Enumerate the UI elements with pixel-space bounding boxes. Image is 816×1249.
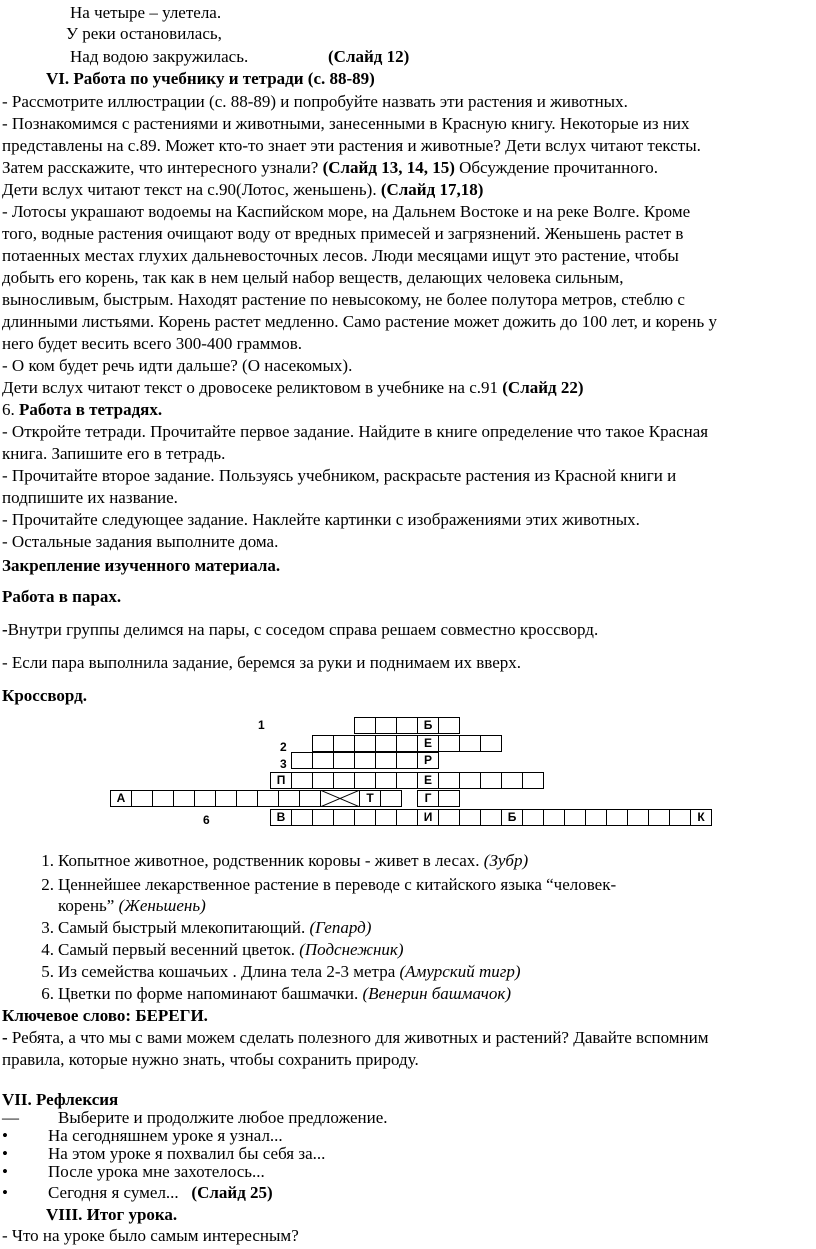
crossword-cell-crossed	[320, 790, 360, 807]
text: Обсуждение прочитанного.	[459, 158, 659, 177]
crossword-cell	[438, 790, 460, 807]
crossword-cell	[648, 809, 670, 826]
crossword-cell	[543, 809, 565, 826]
crossword-cell: Т	[359, 790, 381, 807]
poem-line: У реки остановилась,	[66, 24, 222, 43]
text-line: выносливым, быстрым. Находят растение по невысокому, не более полутора метров, стеблю с	[2, 290, 685, 309]
crossword-cell	[278, 790, 300, 807]
crossword-cell	[375, 752, 397, 769]
crossword-cell	[459, 735, 481, 752]
crossword-cell	[333, 735, 355, 752]
clue-text: Ценнейшее лекарственное растение в переводе с китайского языка “человек-	[58, 875, 617, 894]
crossword-cell: А	[110, 790, 132, 807]
crossword-cell	[312, 752, 334, 769]
text: На этом уроке я похвалил бы себя за...	[48, 1144, 326, 1163]
crossword-cell	[438, 809, 460, 826]
crossword-cell	[291, 772, 313, 789]
text-line: книга. Запишите его в тетрадь.	[2, 444, 226, 463]
crossword-cell	[291, 752, 313, 769]
clue-text: Самый быстрый млекопитающий.	[58, 918, 306, 937]
keyword: Ключевое слово: БЕРЕГИ.	[2, 1006, 208, 1025]
crossword-cell	[194, 790, 216, 807]
crossword-cell	[606, 809, 628, 826]
crossword-cell	[215, 790, 237, 807]
crossword-cell	[380, 790, 402, 807]
paragraph	[2, 1027, 709, 1049]
consolidation-heading: Закрепление изученного материала.	[2, 556, 281, 575]
title: Работа в тетрадях.	[19, 400, 163, 419]
bullet-icon: •	[2, 1144, 8, 1163]
answer: (Гепард)	[309, 918, 372, 937]
text-line: - Прочитайте следующее задание. Наклейте картинки с изображениями этих животных.	[2, 510, 640, 529]
crossword-cell: П	[270, 772, 292, 789]
pairs-heading: Работа в парах.	[2, 587, 122, 606]
text-line: - Лотосы украшают водоемы на Каспийском море, на Дальнем Востоке и на реке Волге. Кроме	[2, 202, 691, 221]
bullet-icon: •	[2, 1162, 8, 1181]
crossword-grid	[110, 712, 710, 828]
text-line: добыть его корень, так как в нем целый набор веществ, делающих человека сильным,	[2, 268, 624, 287]
crossword-cell	[354, 752, 376, 769]
crossword-cell	[522, 772, 544, 789]
clue-number: 3	[280, 757, 287, 771]
crossword-cell	[669, 809, 691, 826]
text	[48, 1182, 273, 1204]
item-number: 5.	[41, 962, 54, 981]
section-6-title: VI. Работа по учебнику и тетради (с. 88-89)	[46, 69, 375, 88]
bullet-item	[2, 1161, 265, 1183]
item-text	[58, 939, 404, 961]
crossword-cell	[585, 809, 607, 826]
text: После урока мне захотелось...	[48, 1162, 265, 1181]
item-text	[58, 850, 528, 872]
text: Выберите и продолжите любое предложение.	[58, 1108, 388, 1127]
slide-ref: (Слайд 22)	[502, 378, 584, 397]
item-number: 4.	[41, 940, 54, 959]
paragraph	[2, 377, 584, 399]
crossword-cell	[312, 735, 334, 752]
paragraph: - Если пара выполнила задание, беремся за руки и поднимаем их вверх.	[2, 653, 522, 672]
text: Дети вслух читают текст на с.90(Лотос, женьшень).	[2, 180, 377, 199]
text-line: подпишите их название.	[2, 488, 178, 507]
crossword-cell	[354, 735, 376, 752]
crossword-cell	[291, 809, 313, 826]
clue-text: Самый первый весенний цветок.	[58, 940, 295, 959]
crossword-cell: Р	[417, 752, 439, 769]
paragraph	[2, 179, 483, 201]
crossword-cell	[396, 752, 418, 769]
crossword-cell: К	[690, 809, 712, 826]
crossword-cell	[236, 790, 258, 807]
dash: -	[2, 620, 8, 639]
answer: (Венерин башмачок)	[362, 984, 511, 1003]
text-line: - Откройте тетради. Прочитайте первое задание. Найдите в книге определение что такое Красная	[2, 422, 709, 441]
text-line: него будет весить всего 300-400 граммов.	[2, 334, 302, 353]
crossword-cell	[438, 717, 460, 734]
item-number: 2.	[41, 875, 54, 894]
crossword-cell	[480, 735, 502, 752]
text: Внутри группы делимся на пары, с соседом справа решаем совместно кроссворд.	[7, 620, 599, 639]
number: 6.	[2, 400, 15, 419]
crossword-cell: Е	[417, 772, 439, 789]
crossword-cell	[438, 772, 460, 789]
crossword-cell	[627, 809, 649, 826]
crossword-cell	[459, 772, 481, 789]
paragraph	[2, 619, 598, 641]
crossword-cell: Г	[417, 790, 439, 807]
crossword-cell: Б	[501, 809, 523, 826]
text: Затем расскажите, что интересного узнали?	[2, 158, 319, 177]
crossword-cell	[480, 809, 502, 826]
crossword-cell	[396, 772, 418, 789]
crossword-cell	[354, 809, 376, 826]
dash: -	[2, 1028, 8, 1047]
paragraph: - Познакомимся с растениями и животными, занесенными в Красную книгу. Некоторые из них	[2, 114, 690, 133]
paragraph: - О ком будет речь идти дальше? (О насекомых).	[2, 356, 353, 375]
item-text	[58, 961, 521, 983]
text-line: потаенных местах глухих дальневосточных лесов. Люди месяцами ищут это растение, чтобы	[2, 246, 679, 265]
slide-ref: (Слайд 25)	[191, 1183, 273, 1202]
crossword-cell	[396, 717, 418, 734]
paragraph	[2, 157, 658, 179]
paragraph: - Что на уроке было самым интересным?	[2, 1226, 299, 1245]
item-text	[58, 895, 206, 917]
crossword-cell	[312, 809, 334, 826]
clue-number: 6	[203, 813, 210, 827]
bullet-item	[2, 1182, 273, 1204]
crossword-cell: И	[417, 809, 439, 826]
paragraph: правила, которые нужно знать, чтобы сохранить природу.	[2, 1050, 419, 1069]
crossword-cell	[375, 735, 397, 752]
text-line: того, водные растения очищают воду от вредных примесей и загрязнений. Женьшень растет в	[2, 224, 684, 243]
slide-ref: (Слайд 12)	[328, 47, 410, 66]
crossword-cell	[333, 809, 355, 826]
cross-mark-icon	[320, 790, 360, 807]
crossword-cell: В	[270, 809, 292, 826]
paragraph: представлены на с.89. Может кто-то знает эти растения и животные? Дети вслух читают тексты.	[2, 136, 701, 155]
clue-text: Копытное животное, родственник коровы - живет в лесах.	[58, 851, 480, 870]
text-line: - Прочитайте второе задание. Пользуясь учебником, раскрасьте растения из Красной книги и	[2, 466, 677, 485]
crossword-cell	[312, 772, 334, 789]
slide-ref: (Слайд 13, 14, 15)	[322, 158, 455, 177]
crossword-cell	[396, 809, 418, 826]
crossword-cell: Б	[417, 717, 439, 734]
crossword-cell	[375, 772, 397, 789]
crossword-cell	[257, 790, 279, 807]
workbook-heading	[2, 399, 162, 421]
crossword-cell	[354, 772, 376, 789]
crossword-cell	[354, 717, 376, 734]
crossword-heading: Кроссворд.	[2, 686, 88, 705]
poem-line: Над водою закружилась.	[70, 47, 249, 66]
bullet-icon: •	[2, 1183, 8, 1202]
crossword-cell	[396, 735, 418, 752]
item-number: 1.	[41, 851, 54, 870]
crossword-cell	[501, 772, 523, 789]
crossword-cell	[152, 790, 174, 807]
answer: (Зубр)	[483, 851, 529, 870]
crossword-cell	[375, 717, 397, 734]
slide-ref: (Слайд 17,18)	[380, 180, 484, 199]
paragraph: - Рассмотрите иллюстрации (с. 88-89) и попробуйте назвать эти растения и животных.	[2, 92, 628, 111]
crossword-cell	[564, 809, 586, 826]
crossword-cell	[131, 790, 153, 807]
crossword-cell	[333, 772, 355, 789]
clue-text: Из семейства кошачьих . Длина тела 2-3 метра	[58, 962, 396, 981]
item-number: 3.	[41, 918, 54, 937]
answer: (Амурский тигр)	[399, 962, 521, 981]
text: Дети вслух читают текст о дровосеке реликтовом в учебнике на с.91	[2, 378, 499, 397]
reflection-text: Сегодня я сумел...	[48, 1183, 179, 1202]
answer: (Женьшень)	[118, 896, 206, 915]
clue-text: Цветки по форме напоминают башмачки.	[58, 984, 359, 1003]
text-line: - Остальные задания выполните дома.	[2, 532, 279, 551]
crossword-cell	[459, 809, 481, 826]
crossword-cell	[173, 790, 195, 807]
section-8-title: VIII. Итог урока.	[46, 1205, 178, 1224]
crossword-cell: Е	[417, 735, 439, 752]
answer: (Подснежник)	[299, 940, 404, 959]
crossword-cell	[438, 735, 460, 752]
text: На сегодняшнем уроке я узнал...	[48, 1126, 283, 1145]
text-line: длинными листьями. Корень растет медленно. Само растение может дожить до 100 лет, и корень у	[2, 312, 718, 331]
text: Ребята, а что мы с вами можем сделать полезного для животных и растений? Давайте вспомним	[11, 1028, 709, 1047]
crossword-cell	[299, 790, 321, 807]
crossword-cell	[522, 809, 544, 826]
crossword-cell	[480, 772, 502, 789]
clue-text: корень”	[58, 896, 115, 915]
item-text	[58, 983, 511, 1005]
dash: —	[2, 1108, 19, 1127]
item-number: 6.	[41, 984, 54, 1003]
bullet-icon: •	[2, 1126, 8, 1145]
crossword-cell	[333, 752, 355, 769]
item-text	[58, 917, 371, 939]
crossword-cell	[375, 809, 397, 826]
poem-line: На четыре – улетела.	[70, 3, 222, 22]
clue-number: 1	[258, 718, 265, 732]
clue-number: 2	[280, 740, 287, 754]
section-7-title: VII. Рефлексия	[2, 1090, 119, 1109]
